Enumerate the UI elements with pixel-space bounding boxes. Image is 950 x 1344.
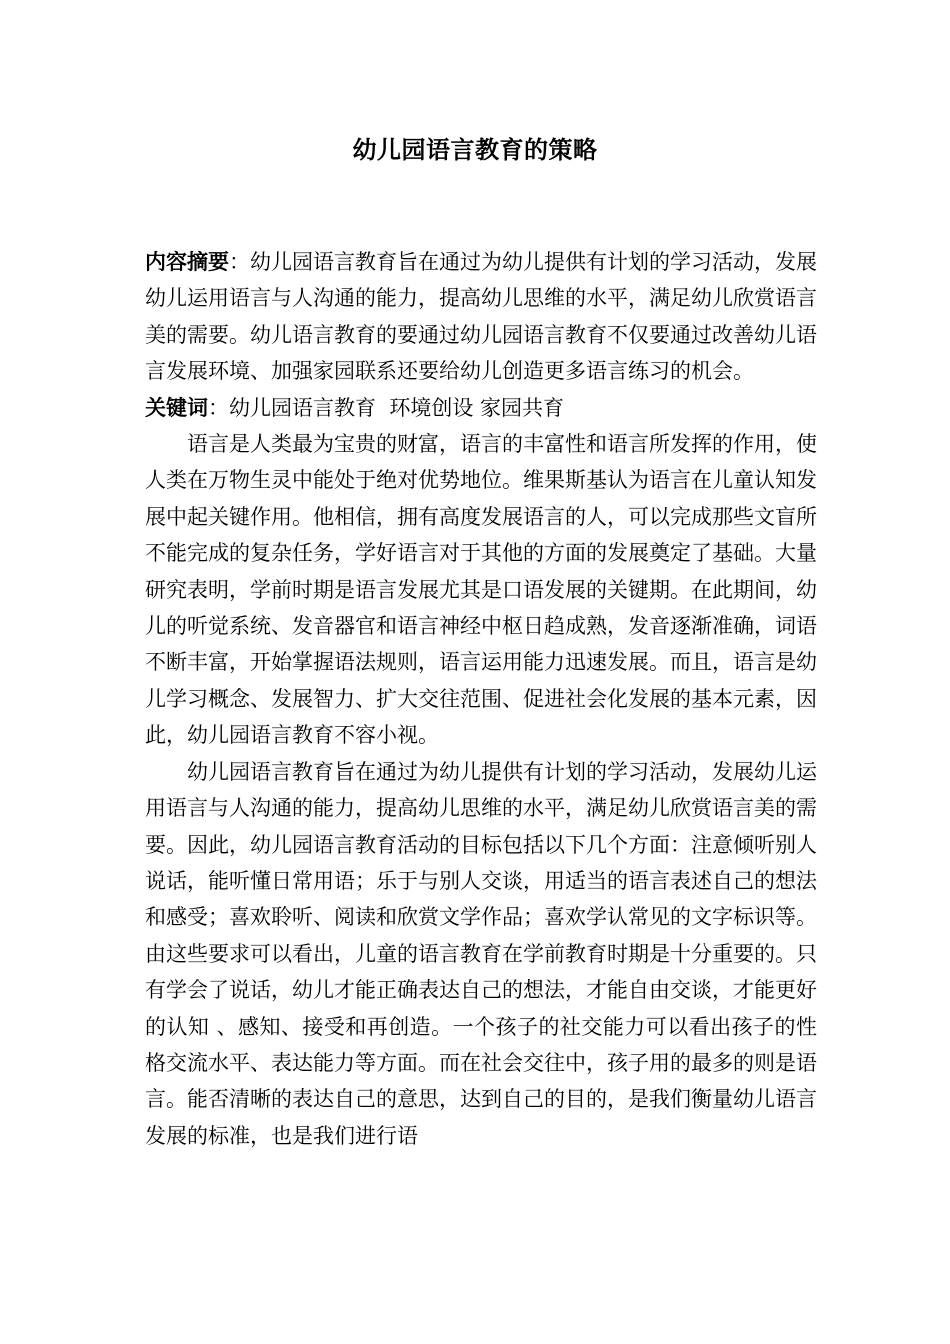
abstract-paragraph <box>145 244 817 390</box>
keywords-text: 幼儿园语言教育 环境创设 家园共育 <box>229 395 565 420</box>
abstract-separator: ： <box>229 250 250 274</box>
document-body <box>145 244 817 1154</box>
body-paragraph-2: 幼儿园语言教育旨在通过为幼儿提供有计划的学习活动，发展幼儿运用语言与人沟通的能力，提高幼儿思维的水平，满足幼儿欣赏语言美的需要。因此，幼儿园语言教育活动的目标包括以下几个方面：注意倾听别人说话，能听懂日常用语；乐于与别人交谈，用适当的语言表述自己的想法和感受；喜欢聆听、阅读和欣赏文学作品；喜欢学认常见的文字标识等。由这些要求可以看出，儿童的语言教育在学前教育时期是十分重要的。只有学会了说话，幼儿才能正确表达自己的想法，才能自由交谈，才能更好的认知 、感知、接受和再创造。一个孩子的社交能力可以看出孩子的性格交流水平、表达能力等方面。而在社会交往中，孩子用的最多的则是语言。能否清晰的表达自己的意思，达到自己的目的，是我们衡量幼儿语言发展的标准，也是我们进行语 <box>145 759 817 1148</box>
document-title: 幼儿园语言教育的策略 <box>352 136 598 164</box>
keywords-separator: ： <box>208 395 229 420</box>
abstract-text: 幼儿园语言教育旨在通过为幼儿提供有计划的学习活动，发展幼儿运用语言与人沟通的能力，提高幼儿思维的水平，满足幼儿欣赏语言美的需要。幼儿语言教育的要通过幼儿园语言教育不仅要通过改善幼儿语言发展环境、加强家园联系还要给幼儿创造更多语言练习的机会。 <box>145 250 817 384</box>
keywords-label: 关键词 <box>145 395 208 420</box>
body-paragraph-1: 语言是人类最为宝贵的财富，语言的丰富性和语言所发挥的作用，使人类在万物生灵中能处于绝对优势地位。维果斯基认为语言在儿童认知发展中起关键作用。他相信，拥有高度发展语言的人，可以完成那些文盲所不能完成的复杂任务，学好语言对于其他的方面的发展奠定了基础。大量研究表明，学前时期是语言发展尤其是口语发展的关键期。在此期间，幼儿的听觉系统、发音器官和语言神经中枢日趋成熟，发音逐渐准确，词语不断丰富，开始掌握语法规则，语言运用能力迅速发展。而且，语言是幼儿学习概念、发展智力、扩大交往范围、促进社会化发展的基本元素，因此，幼儿园语言教育不容小视。 <box>145 432 817 748</box>
keywords-paragraph <box>145 390 817 426</box>
abstract-label: 内容摘要 <box>145 250 229 274</box>
